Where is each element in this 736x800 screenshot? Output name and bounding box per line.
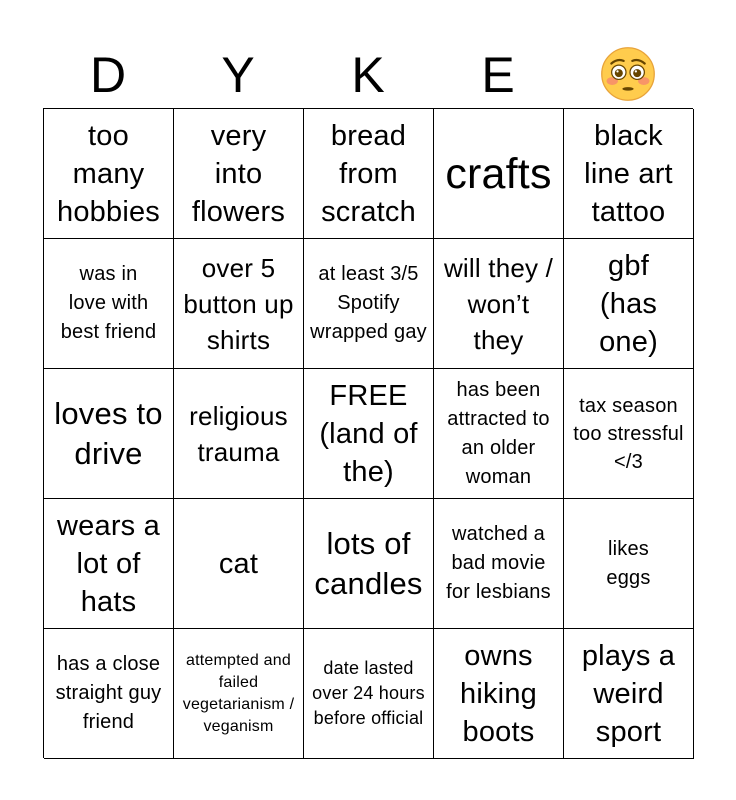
- bingo-cell[interactable]: [44, 239, 174, 369]
- bingo-cell[interactable]: [174, 629, 304, 759]
- bingo-cell[interactable]: [174, 109, 304, 239]
- cell-text: owns hiking boots: [460, 639, 537, 748]
- bingo-cell[interactable]: [434, 239, 564, 369]
- cell-text: plays a weird sport: [581, 639, 676, 748]
- cell-text: over 5 button up shirts: [183, 252, 294, 355]
- cell-text: very into flowers: [191, 119, 286, 228]
- cell-text: at least 3/5 Spotify wrapped gay: [310, 263, 427, 343]
- cell-text: will they / won’t they: [443, 252, 554, 355]
- cell-text: watched a bad movie for lesbians: [446, 523, 551, 603]
- header-letter-d: D: [89, 47, 127, 103]
- cell-text: tax season too stressful </3: [573, 394, 684, 473]
- cell-text: wears a lot of hats: [57, 509, 160, 618]
- cell-text: likes eggs: [606, 537, 651, 589]
- bingo-cell[interactable]: [304, 109, 434, 239]
- bingo-board: [43, 108, 693, 758]
- bingo-cell[interactable]: [44, 499, 174, 629]
- bingo-cell[interactable]: [564, 369, 694, 499]
- cell-text: lots of candles: [314, 525, 423, 601]
- cell-text: cat: [218, 547, 259, 580]
- bingo-cell[interactable]: [434, 109, 564, 239]
- bingo-cell[interactable]: [44, 629, 174, 759]
- cell-text: FREE (land of the): [319, 379, 418, 488]
- cell-text: has a close straight guy friend: [55, 653, 162, 733]
- header-letter-e: E: [481, 47, 515, 103]
- cell-text: bread from scratch: [321, 119, 416, 228]
- bingo-cell[interactable]: [174, 239, 304, 369]
- cell-text: was in love with best friend: [60, 263, 157, 343]
- bingo-cell[interactable]: [304, 369, 434, 499]
- bingo-cell[interactable]: [434, 369, 564, 499]
- bingo-cell[interactable]: [304, 239, 434, 369]
- bingo-cell[interactable]: [304, 629, 434, 759]
- cell-text: gbf (has one): [599, 249, 658, 358]
- bingo-header: [43, 42, 693, 108]
- bingo-cell[interactable]: [564, 629, 694, 759]
- bingo-cell[interactable]: [44, 369, 174, 499]
- cell-text: has been attracted to an older woman: [447, 378, 550, 488]
- cell-text: religious trauma: [189, 400, 288, 467]
- bingo-cell[interactable]: [174, 369, 304, 499]
- bingo-cell[interactable]: [44, 109, 174, 239]
- bingo-cell[interactable]: [564, 499, 694, 629]
- header-letter-y: Y: [221, 47, 255, 103]
- cell-text: too many hobbies: [57, 119, 160, 228]
- cell-text: black line art tattoo: [584, 119, 673, 228]
- cell-text: date lasted over 24 hours before official: [312, 658, 425, 728]
- cell-text: loves to drive: [54, 395, 163, 471]
- cell-text: attempted and failed vegetarianism / veganism: [182, 651, 295, 735]
- cell-text: crafts: [445, 149, 552, 198]
- flushed-face-icon: [600, 46, 656, 102]
- bingo-cell[interactable]: [564, 109, 694, 239]
- bingo-cell[interactable]: [304, 499, 434, 629]
- bingo-cell[interactable]: [174, 499, 304, 629]
- bingo-cell[interactable]: [434, 499, 564, 629]
- bingo-cell[interactable]: [434, 629, 564, 759]
- header-emoji: [563, 42, 693, 108]
- bingo-cell[interactable]: [564, 239, 694, 369]
- header-letter-k: K: [351, 47, 385, 103]
